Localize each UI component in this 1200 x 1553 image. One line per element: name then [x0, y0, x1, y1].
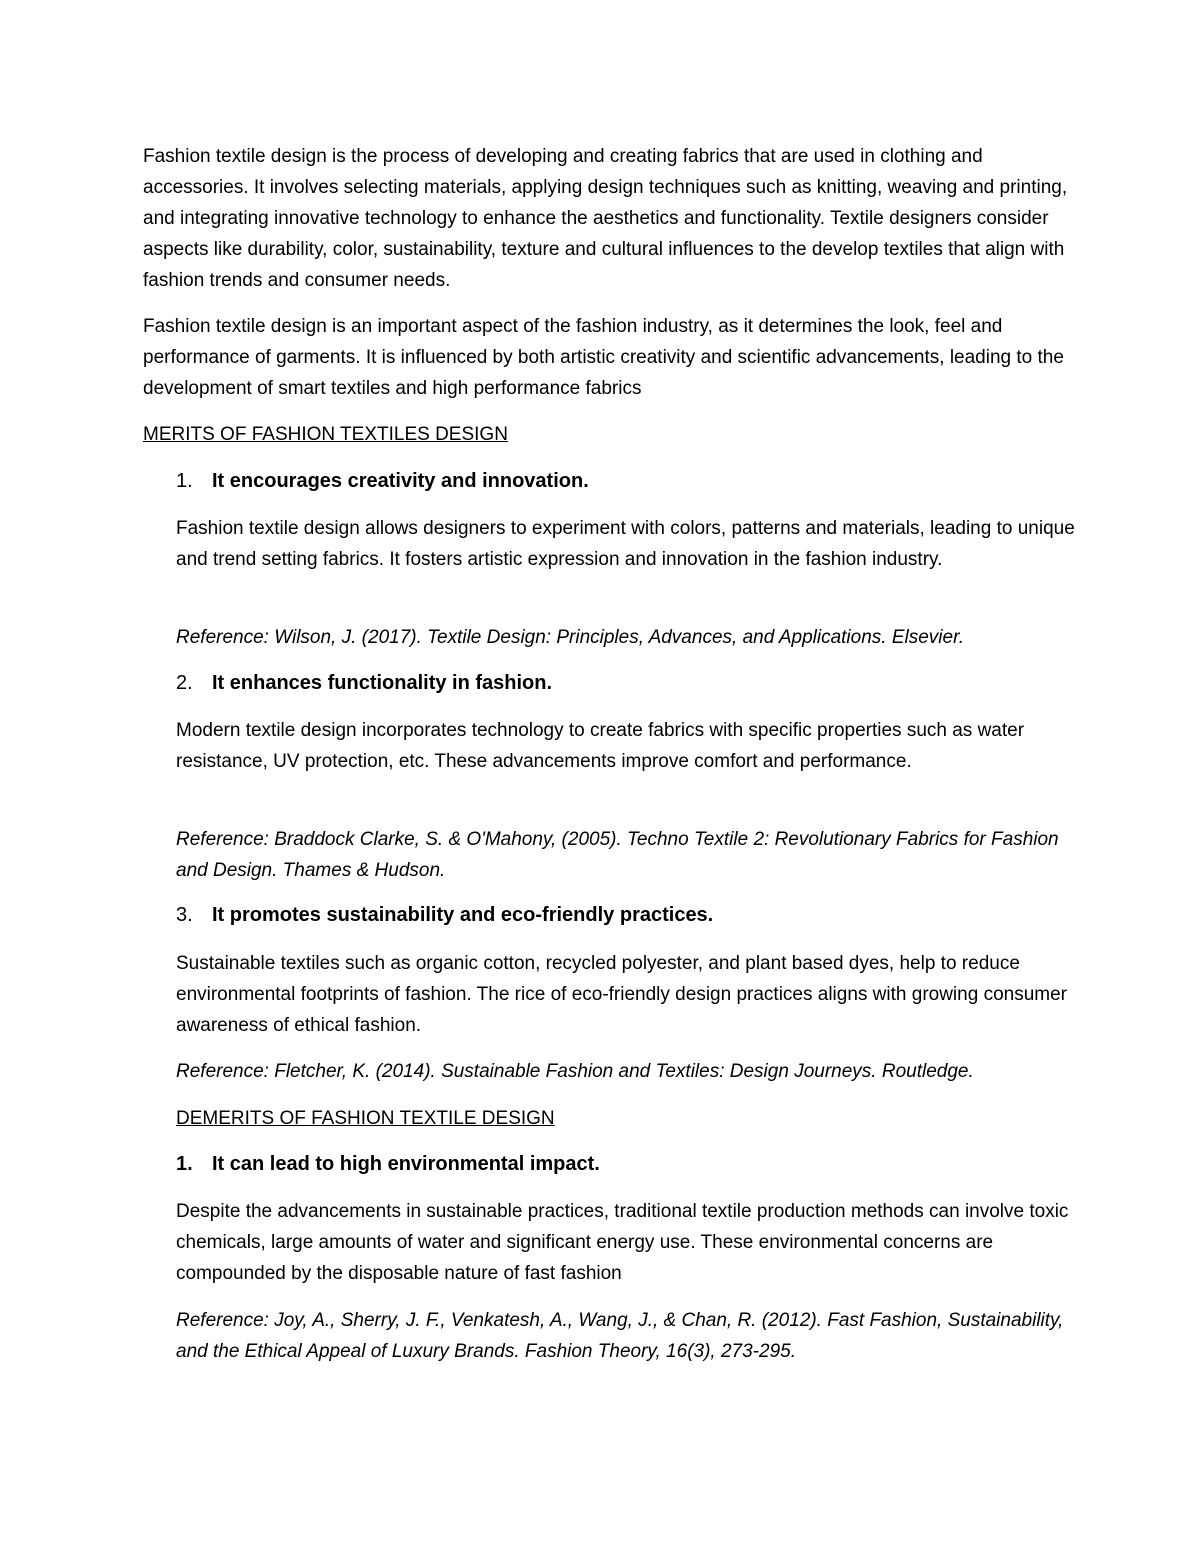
merit-2-body: Modern textile design incorporates technology to create fabrics with specific properties such as water resistance, UV protection, etc. These advancements improve comfort and performance.	[176, 720, 1025, 772]
demerit-1-number: 1.	[176, 1153, 193, 1175]
merit-3-body: Sustainable textiles such as organic cotton, recycled polyester, and plant based dyes, help to reduce environmental footprints of fashion. The rice of eco-friendly design practices aligns with growing consumer awareness of ethical fashion.	[176, 953, 1067, 1036]
merit-2-title	[176, 668, 552, 699]
merit-1-title	[176, 466, 589, 497]
merit-3-number: 3.	[176, 904, 193, 926]
demerit-1-title-text: It can lead to high environmental impact.	[212, 1153, 600, 1175]
merit-2-title-text: It enhances functionality in fashion.	[212, 672, 553, 694]
demerit-1-body: Despite the advancements in sustainable practices, traditional textile production methods can involve toxic chemicals, large amounts of water and significant energy use. These environmental concerns are compounded by the disposable nature of fast fashion	[176, 1201, 1069, 1284]
merit-1-number: 1.	[176, 470, 193, 492]
merit-3-title-text: It promotes sustainability and eco-friendly practices.	[212, 904, 714, 926]
merits-heading: MERITS OF FASHION TEXTILES DESIGN	[143, 424, 508, 445]
intro-paragraph-1: Fashion textile design is the process of developing and creating fabrics that are used in clothing and accessories. It involves selecting materials, applying design techniques such as knitting, weaving and printing, and integrating innovative technology to enhance the aesthetics and functionality. Textile designers consider aspects like durability, color, sustainability, texture and cultural influences to the develop textiles that align with fashion trends and consumer needs.	[143, 146, 1068, 291]
demerit-1-title	[176, 1149, 600, 1180]
intro-paragraph-2: Fashion textile design is an important aspect of the fashion industry, as it determines the look, feel and performance of garments. It is influenced by both artistic creativity and scientific advancements, leading to the development of smart textiles and high performance fabrics	[143, 316, 1064, 399]
merit-1-reference: Reference: Wilson, J. (2017). Textile Design: Principles, Advances, and Applications. Elsevier.	[176, 627, 964, 648]
merit-1-title-text: It encourages creativity and innovation.	[212, 470, 589, 492]
merit-1-body: Fashion textile design allows designers to experiment with colors, patterns and materials, leading to unique and trend setting fabrics. It fosters artistic expression and innovation in the fashion industry.	[176, 518, 1075, 570]
merit-3-title	[176, 900, 713, 931]
merit-2-reference: Reference: Braddock Clarke, S. & O'Mahony, (2005). Techno Textile 2: Revolutionary Fabrics for Fashion and Design. Thames & Hudson.	[176, 829, 1059, 881]
merit-2-number: 2.	[176, 672, 193, 694]
demerits-heading: DEMERITS OF FASHION TEXTILE DESIGN	[176, 1108, 555, 1129]
merit-3-reference: Reference: Fletcher, K. (2014). Sustainable Fashion and Textiles: Design Journeys. Routledge.	[176, 1061, 974, 1082]
demerit-1-reference: Reference: Joy, A., Sherry, J. F., Venkatesh, A., Wang, J., & Chan, R. (2012). Fast Fashion, Sustainability, and the Ethical Appeal of Luxury Brands. Fashion Theory, 16(3), 273-295.	[176, 1310, 1064, 1362]
